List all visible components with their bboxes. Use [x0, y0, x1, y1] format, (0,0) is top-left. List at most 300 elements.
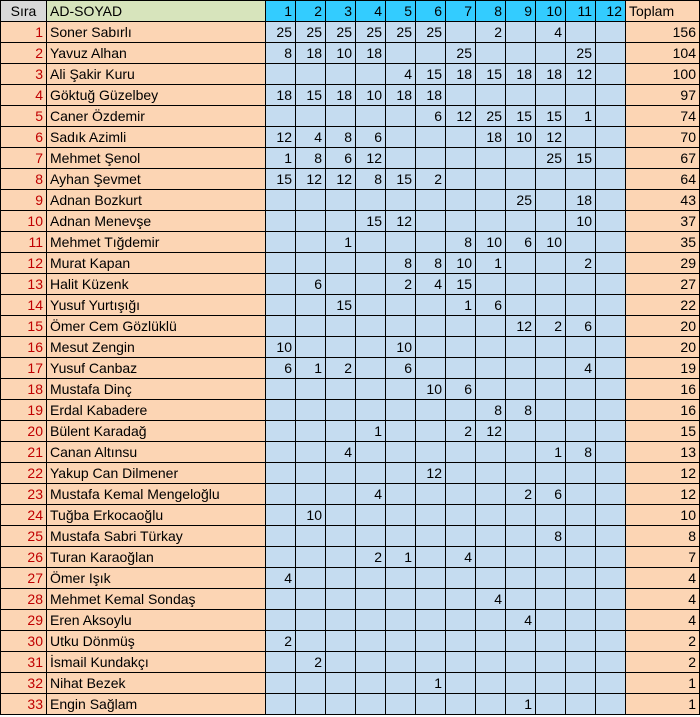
score-cell-race-10 — [536, 652, 566, 673]
score-cell-race-9 — [506, 358, 536, 379]
score-cell-race-9 — [506, 463, 536, 484]
table-row — [1, 316, 700, 337]
score-cell-race-4 — [356, 610, 386, 631]
name-cell: Murat Kapan — [47, 253, 266, 274]
rank-cell: 25 — [1, 526, 47, 547]
score-cell-race-12 — [596, 232, 626, 253]
table-row — [1, 211, 700, 232]
score-cell-race-1: 25 — [266, 22, 296, 43]
header-race-7: 7 — [446, 1, 476, 22]
score-cell-race-3 — [326, 211, 356, 232]
table-row — [1, 64, 700, 85]
score-cell-race-2: 6 — [296, 274, 326, 295]
score-cell-race-12 — [596, 337, 626, 358]
score-cell-race-3: 15 — [326, 295, 356, 316]
name-cell: Göktuğ Güzelbey — [47, 85, 266, 106]
table-row — [1, 400, 700, 421]
score-cell-race-12 — [596, 43, 626, 64]
score-cell-race-10: 8 — [536, 526, 566, 547]
score-cell-race-5 — [386, 484, 416, 505]
score-cell-race-11 — [566, 22, 596, 43]
score-cell-race-10 — [536, 505, 566, 526]
score-cell-race-4: 15 — [356, 211, 386, 232]
score-cell-race-7 — [446, 169, 476, 190]
score-cell-race-10 — [536, 337, 566, 358]
rank-cell: 19 — [1, 400, 47, 421]
score-cell-race-8 — [476, 484, 506, 505]
score-cell-race-9 — [506, 148, 536, 169]
score-cell-race-4 — [356, 526, 386, 547]
table-row — [1, 295, 700, 316]
name-cell: Mehmet Tığdemir — [47, 232, 266, 253]
score-cell-race-4 — [356, 400, 386, 421]
score-cell-race-5 — [386, 610, 416, 631]
score-cell-race-8 — [476, 379, 506, 400]
score-cell-race-7 — [446, 442, 476, 463]
score-cell-race-6 — [416, 442, 446, 463]
score-cell-race-8 — [476, 358, 506, 379]
score-cell-race-7 — [446, 568, 476, 589]
score-cell-race-2 — [296, 253, 326, 274]
score-cell-race-8 — [476, 463, 506, 484]
score-cell-race-11: 10 — [566, 211, 596, 232]
score-cell-race-3 — [326, 484, 356, 505]
score-cell-race-11 — [566, 379, 596, 400]
score-cell-race-9 — [506, 274, 536, 295]
name-cell: Ayhan Şevmet — [47, 169, 266, 190]
name-cell: Yusuf Canbaz — [47, 358, 266, 379]
score-cell-race-8 — [476, 673, 506, 694]
score-cell-race-2 — [296, 610, 326, 631]
score-cell-race-7 — [446, 463, 476, 484]
total-cell: 20 — [626, 337, 700, 358]
rank-cell: 1 — [1, 22, 47, 43]
score-cell-race-9 — [506, 526, 536, 547]
score-cell-race-6: 2 — [416, 169, 446, 190]
score-cell-race-5 — [386, 568, 416, 589]
score-cell-race-2 — [296, 694, 326, 715]
score-cell-race-4 — [356, 253, 386, 274]
score-cell-race-1 — [266, 673, 296, 694]
score-cell-race-9 — [506, 421, 536, 442]
score-cell-race-2 — [296, 316, 326, 337]
score-cell-race-7 — [446, 673, 476, 694]
score-cell-race-11 — [566, 505, 596, 526]
table-row — [1, 463, 700, 484]
score-cell-race-11 — [566, 337, 596, 358]
rank-cell: 16 — [1, 337, 47, 358]
score-cell-race-1 — [266, 253, 296, 274]
table-row — [1, 232, 700, 253]
score-cell-race-11 — [566, 169, 596, 190]
score-cell-race-7: 1 — [446, 295, 476, 316]
rank-cell: 10 — [1, 211, 47, 232]
score-cell-race-4 — [356, 463, 386, 484]
table-row — [1, 190, 700, 211]
score-cell-race-5 — [386, 400, 416, 421]
score-cell-race-10 — [536, 463, 566, 484]
rank-cell: 30 — [1, 631, 47, 652]
score-cell-race-11 — [566, 463, 596, 484]
name-cell: Canan Altınsu — [47, 442, 266, 463]
score-cell-race-2: 25 — [296, 22, 326, 43]
score-cell-race-7 — [446, 22, 476, 43]
score-cell-race-10: 18 — [536, 64, 566, 85]
score-cell-race-11: 8 — [566, 442, 596, 463]
header-race-9: 9 — [506, 1, 536, 22]
score-cell-race-12 — [596, 589, 626, 610]
score-cell-race-11 — [566, 421, 596, 442]
rank-cell: 3 — [1, 64, 47, 85]
score-cell-race-8 — [476, 169, 506, 190]
score-cell-race-6 — [416, 337, 446, 358]
score-cell-race-7 — [446, 211, 476, 232]
score-cell-race-3 — [326, 694, 356, 715]
total-cell: 27 — [626, 274, 700, 295]
score-cell-race-4 — [356, 295, 386, 316]
score-cell-race-11: 12 — [566, 64, 596, 85]
score-cell-race-10 — [536, 358, 566, 379]
total-cell: 67 — [626, 148, 700, 169]
name-cell: Turan Karaoğlan — [47, 547, 266, 568]
score-cell-race-12 — [596, 400, 626, 421]
score-cell-race-1 — [266, 463, 296, 484]
score-cell-race-1 — [266, 526, 296, 547]
score-cell-race-9 — [506, 568, 536, 589]
score-cell-race-8: 10 — [476, 232, 506, 253]
table-row — [1, 421, 700, 442]
score-cell-race-2 — [296, 232, 326, 253]
score-cell-race-2: 18 — [296, 43, 326, 64]
score-cell-race-8: 12 — [476, 421, 506, 442]
table-row — [1, 22, 700, 43]
score-cell-race-2 — [296, 106, 326, 127]
score-cell-race-1 — [266, 694, 296, 715]
score-cell-race-1: 8 — [266, 43, 296, 64]
score-cell-race-9 — [506, 211, 536, 232]
score-cell-race-5: 2 — [386, 274, 416, 295]
score-cell-race-6: 25 — [416, 22, 446, 43]
score-cell-race-9 — [506, 337, 536, 358]
total-cell: 13 — [626, 442, 700, 463]
score-cell-race-2 — [296, 190, 326, 211]
rank-cell: 4 — [1, 85, 47, 106]
score-cell-race-3: 10 — [326, 43, 356, 64]
score-cell-race-10: 1 — [536, 442, 566, 463]
score-cell-race-9 — [506, 589, 536, 610]
name-cell: Mehmet Kemal Sondaş — [47, 589, 266, 610]
total-cell: 35 — [626, 232, 700, 253]
score-cell-race-10 — [536, 379, 566, 400]
table-row — [1, 526, 700, 547]
name-cell: Sadık Azimli — [47, 127, 266, 148]
score-cell-race-8: 2 — [476, 22, 506, 43]
score-cell-race-6: 8 — [416, 253, 446, 274]
score-cell-race-2: 12 — [296, 169, 326, 190]
score-cell-race-7 — [446, 526, 476, 547]
name-cell: Mustafa Dinç — [47, 379, 266, 400]
score-cell-race-9: 18 — [506, 64, 536, 85]
score-cell-race-8 — [476, 316, 506, 337]
header-race-3: 3 — [326, 1, 356, 22]
score-cell-race-10 — [536, 190, 566, 211]
score-cell-race-11 — [566, 295, 596, 316]
table-row — [1, 127, 700, 148]
table-row — [1, 673, 700, 694]
score-cell-race-4 — [356, 505, 386, 526]
score-cell-race-12 — [596, 421, 626, 442]
score-cell-race-1: 12 — [266, 127, 296, 148]
score-cell-race-1 — [266, 652, 296, 673]
table-row — [1, 148, 700, 169]
rank-cell: 28 — [1, 589, 47, 610]
rank-cell: 21 — [1, 442, 47, 463]
score-cell-race-12 — [596, 484, 626, 505]
score-cell-race-8 — [476, 631, 506, 652]
table-row — [1, 274, 700, 295]
total-cell: 15 — [626, 421, 700, 442]
score-cell-race-6 — [416, 652, 446, 673]
score-cell-race-3 — [326, 106, 356, 127]
score-cell-race-6: 4 — [416, 274, 446, 295]
table-body — [1, 22, 700, 715]
total-cell: 156 — [626, 22, 700, 43]
score-cell-race-10 — [536, 400, 566, 421]
rank-cell: 26 — [1, 547, 47, 568]
score-cell-race-3 — [326, 505, 356, 526]
score-cell-race-11 — [566, 673, 596, 694]
score-cell-race-12 — [596, 631, 626, 652]
score-cell-race-3: 18 — [326, 85, 356, 106]
score-cell-race-2 — [296, 400, 326, 421]
score-cell-race-6 — [416, 400, 446, 421]
score-cell-race-9 — [506, 22, 536, 43]
score-cell-race-7: 6 — [446, 379, 476, 400]
score-cell-race-11: 6 — [566, 316, 596, 337]
score-cell-race-5 — [386, 652, 416, 673]
name-cell: Mesut Zengin — [47, 337, 266, 358]
score-cell-race-8 — [476, 190, 506, 211]
score-cell-race-3 — [326, 190, 356, 211]
score-cell-race-5 — [386, 631, 416, 652]
score-cell-race-7 — [446, 190, 476, 211]
score-cell-race-9 — [506, 547, 536, 568]
score-cell-race-3 — [326, 526, 356, 547]
total-cell: 16 — [626, 379, 700, 400]
score-cell-race-6 — [416, 316, 446, 337]
score-cell-race-6 — [416, 568, 446, 589]
header-race-2: 2 — [296, 1, 326, 22]
rank-cell: 32 — [1, 673, 47, 694]
total-cell: 97 — [626, 85, 700, 106]
score-cell-race-5 — [386, 316, 416, 337]
score-cell-race-2 — [296, 673, 326, 694]
score-cell-race-6 — [416, 148, 446, 169]
score-cell-race-9: 4 — [506, 610, 536, 631]
name-cell: Erdal Kabadere — [47, 400, 266, 421]
score-cell-race-5: 10 — [386, 337, 416, 358]
score-cell-race-12 — [596, 274, 626, 295]
score-cell-race-1 — [266, 211, 296, 232]
score-cell-race-10 — [536, 421, 566, 442]
score-cell-race-5 — [386, 421, 416, 442]
score-cell-race-8 — [476, 274, 506, 295]
score-cell-race-7: 8 — [446, 232, 476, 253]
rank-cell: 11 — [1, 232, 47, 253]
rank-cell: 2 — [1, 43, 47, 64]
score-cell-race-5 — [386, 526, 416, 547]
score-cell-race-5 — [386, 190, 416, 211]
rank-cell: 31 — [1, 652, 47, 673]
score-cell-race-8 — [476, 610, 506, 631]
score-cell-race-3: 1 — [326, 232, 356, 253]
score-cell-race-7 — [446, 400, 476, 421]
score-cell-race-7 — [446, 652, 476, 673]
score-cell-race-2 — [296, 211, 326, 232]
score-cell-race-6: 6 — [416, 106, 446, 127]
name-cell: Caner Özdemir — [47, 106, 266, 127]
score-cell-race-11 — [566, 610, 596, 631]
rank-cell: 13 — [1, 274, 47, 295]
score-cell-race-2: 10 — [296, 505, 326, 526]
score-cell-race-10 — [536, 547, 566, 568]
score-cell-race-9 — [506, 652, 536, 673]
score-cell-race-2 — [296, 421, 326, 442]
score-cell-race-4 — [356, 589, 386, 610]
score-cell-race-3: 6 — [326, 148, 356, 169]
score-cell-race-7 — [446, 85, 476, 106]
score-cell-race-7: 18 — [446, 64, 476, 85]
score-cell-race-5 — [386, 106, 416, 127]
score-cell-race-10 — [536, 85, 566, 106]
table-row — [1, 589, 700, 610]
score-cell-race-5 — [386, 463, 416, 484]
score-cell-race-12 — [596, 358, 626, 379]
rank-cell: 8 — [1, 169, 47, 190]
score-cell-race-4 — [356, 358, 386, 379]
total-cell: 12 — [626, 484, 700, 505]
score-cell-race-3 — [326, 673, 356, 694]
score-cell-race-10: 25 — [536, 148, 566, 169]
score-cell-race-10 — [536, 673, 566, 694]
score-cell-race-8 — [476, 505, 506, 526]
score-cell-race-12 — [596, 253, 626, 274]
score-cell-race-11 — [566, 568, 596, 589]
score-cell-race-3: 8 — [326, 127, 356, 148]
score-cell-race-6 — [416, 631, 446, 652]
name-cell: Adnan Bozkurt — [47, 190, 266, 211]
score-cell-race-7: 25 — [446, 43, 476, 64]
name-cell: Bülent Karadağ — [47, 421, 266, 442]
score-cell-race-3 — [326, 337, 356, 358]
rank-cell: 9 — [1, 190, 47, 211]
score-cell-race-2 — [296, 337, 326, 358]
total-cell: 64 — [626, 169, 700, 190]
score-cell-race-6: 15 — [416, 64, 446, 85]
score-cell-race-1: 15 — [266, 169, 296, 190]
score-cell-race-1 — [266, 400, 296, 421]
score-cell-race-10 — [536, 253, 566, 274]
score-cell-race-10 — [536, 43, 566, 64]
total-cell: 2 — [626, 652, 700, 673]
score-cell-race-1 — [266, 379, 296, 400]
score-cell-race-1 — [266, 316, 296, 337]
header-total: Toplam — [626, 1, 700, 22]
score-cell-race-5 — [386, 295, 416, 316]
score-cell-race-11: 25 — [566, 43, 596, 64]
score-cell-race-6 — [416, 610, 446, 631]
score-cell-race-9: 25 — [506, 190, 536, 211]
score-cell-race-8 — [476, 211, 506, 232]
score-cell-race-11 — [566, 547, 596, 568]
score-cell-race-2 — [296, 568, 326, 589]
score-cell-race-11 — [566, 127, 596, 148]
score-cell-race-5: 15 — [386, 169, 416, 190]
score-cell-race-3 — [326, 547, 356, 568]
table-row — [1, 337, 700, 358]
table-row — [1, 43, 700, 64]
score-cell-race-6 — [416, 127, 446, 148]
score-cell-race-3: 4 — [326, 442, 356, 463]
total-cell: 20 — [626, 316, 700, 337]
total-cell: 4 — [626, 589, 700, 610]
score-cell-race-6 — [416, 232, 446, 253]
score-cell-race-10 — [536, 631, 566, 652]
name-cell: Eren Aksoylu — [47, 610, 266, 631]
score-cell-race-7 — [446, 694, 476, 715]
score-cell-race-1 — [266, 505, 296, 526]
score-cell-race-2 — [296, 484, 326, 505]
score-cell-race-8 — [476, 568, 506, 589]
score-cell-race-1 — [266, 232, 296, 253]
score-cell-race-4 — [356, 652, 386, 673]
rank-cell: 12 — [1, 253, 47, 274]
score-cell-race-3 — [326, 568, 356, 589]
score-cell-race-4 — [356, 568, 386, 589]
score-cell-race-2 — [296, 631, 326, 652]
score-cell-race-12 — [596, 442, 626, 463]
score-cell-race-1 — [266, 484, 296, 505]
score-cell-race-5 — [386, 43, 416, 64]
score-cell-race-6 — [416, 211, 446, 232]
table-row — [1, 652, 700, 673]
score-cell-race-2: 4 — [296, 127, 326, 148]
total-cell: 74 — [626, 106, 700, 127]
score-cell-race-3 — [326, 652, 356, 673]
score-cell-race-5: 12 — [386, 211, 416, 232]
score-cell-race-2: 2 — [296, 652, 326, 673]
score-cell-race-10 — [536, 694, 566, 715]
name-cell: Yavuz Alhan — [47, 43, 266, 64]
score-cell-race-10: 15 — [536, 106, 566, 127]
name-cell: Yusuf Yurtışığı — [47, 295, 266, 316]
score-cell-race-9: 6 — [506, 232, 536, 253]
total-cell: 12 — [626, 463, 700, 484]
table-row — [1, 610, 700, 631]
score-cell-race-11 — [566, 85, 596, 106]
score-cell-race-1 — [266, 274, 296, 295]
score-cell-race-6 — [416, 589, 446, 610]
score-cell-race-10: 2 — [536, 316, 566, 337]
score-cell-race-11: 15 — [566, 148, 596, 169]
score-cell-race-3: 12 — [326, 169, 356, 190]
score-cell-race-10 — [536, 610, 566, 631]
score-cell-race-7 — [446, 484, 476, 505]
score-cell-race-12 — [596, 295, 626, 316]
score-cell-race-12 — [596, 547, 626, 568]
score-cell-race-1: 1 — [266, 148, 296, 169]
score-cell-race-4: 12 — [356, 148, 386, 169]
